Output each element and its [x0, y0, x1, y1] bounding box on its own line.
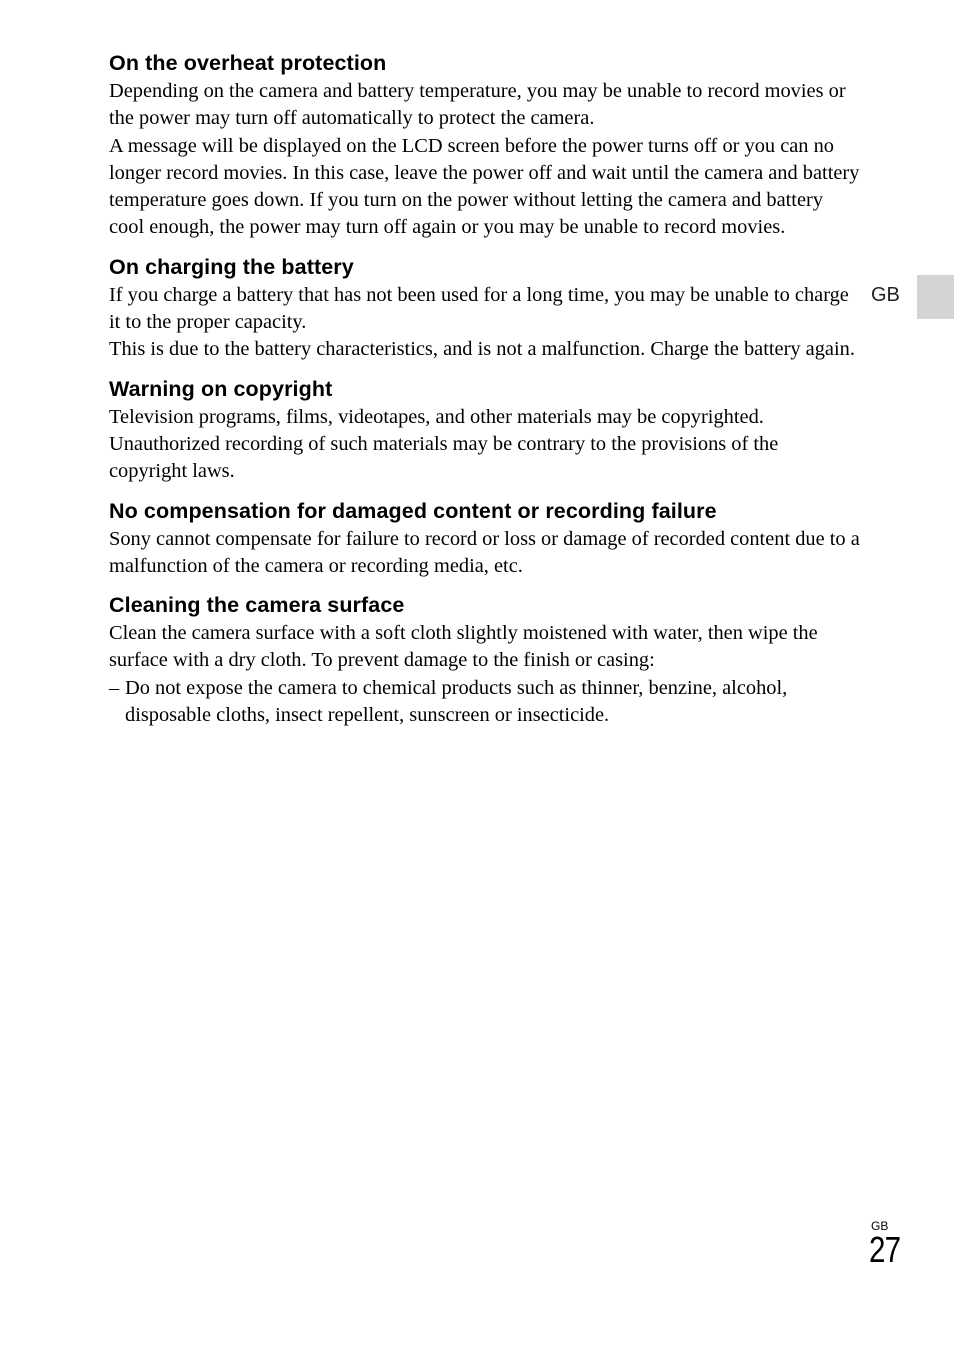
dash-bullet: –	[109, 676, 120, 699]
section-heading: No compensation for damaged content or recording failure	[109, 498, 717, 523]
page-content	[109, 48, 861, 739]
page-region-label: GB	[871, 1219, 889, 1233]
section-no-compensation	[109, 496, 861, 581]
paragraph: Depending on the camera and battery temperature, you may be unable to record movies or the power may turn off automatically to protect the camera.	[109, 80, 846, 130]
section-overheat-protection	[109, 48, 861, 242]
section-charging-battery	[109, 252, 861, 364]
paragraph: Clean the camera surface with a soft cloth slightly moistened with water, then wipe the surface with a dry cloth. To prevent damage to the finish or casing:	[109, 622, 818, 672]
section-heading: On the overheat protection	[109, 51, 387, 75]
section-copyright-warning	[109, 374, 861, 486]
page-number: 27	[869, 1229, 901, 1270]
section-heading: Warning on copyright	[109, 376, 333, 401]
paragraph: A message will be displayed on the LCD screen before the power turns off or you can no longer record movies. In this case, leave the power off and wait until the camera and battery temperature goes down. If you turn on the power without letting the camera and battery cool enough, the power may turn off again or you may be unable to record movies.	[109, 134, 860, 239]
list-item	[109, 675, 861, 730]
section-heading: Cleaning the camera surface	[109, 593, 405, 618]
section-heading: On charging the battery	[109, 254, 354, 279]
paragraph: Television programs, films, videotapes, and other materials may be copyrighted. Unauthorized recording of such materials may be contrary to the provisions of the copyright laws.	[109, 405, 779, 483]
section-cleaning-surface	[109, 590, 861, 729]
language-side-tab	[917, 275, 954, 319]
paragraph: Sony cannot compensate for failure to record or loss or damage of recorded content due to a malfunction of the camera or recording media, etc.	[109, 527, 860, 577]
paragraph: This is due to the battery characteristics, and is not a malfunction. Charge the battery again.	[109, 338, 855, 361]
language-tab-label: GB	[871, 284, 900, 306]
list-item-text: Do not expose the camera to chemical products such as thinner, benzine, alcohol, disposable cloths, insect repellent, sunscreen or insecticide.	[125, 676, 788, 727]
paragraph: If you charge a battery that has not been used for a long time, you may be unable to charge it to the proper capacity.	[109, 283, 849, 334]
